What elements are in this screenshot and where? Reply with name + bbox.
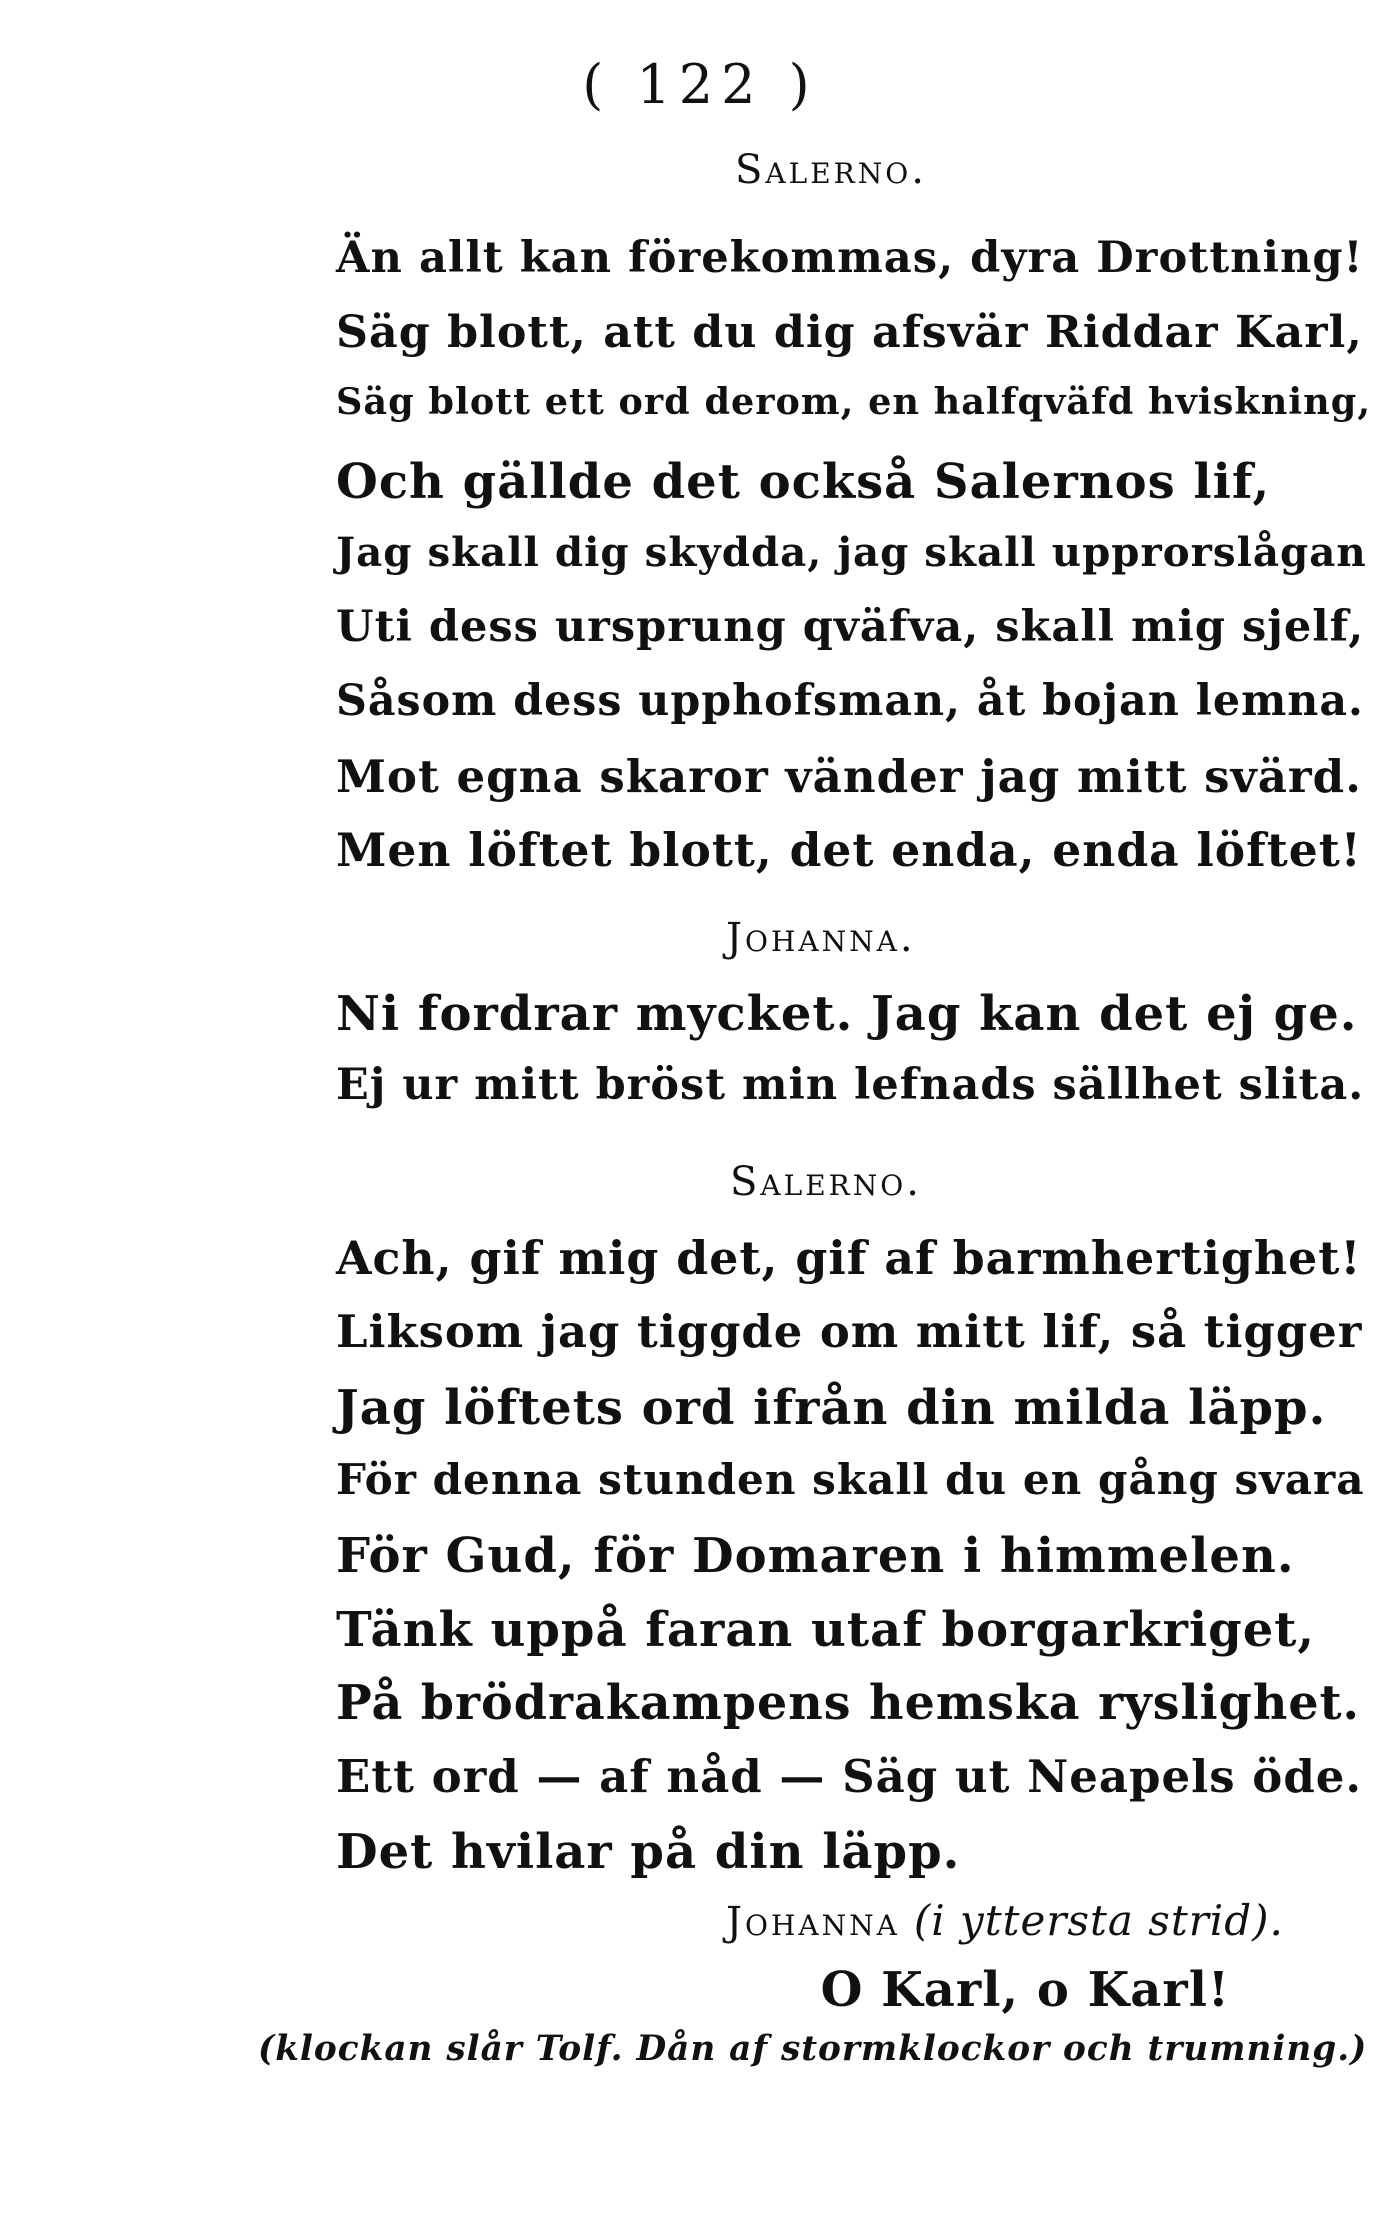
- page-number: ( 122 ): [582, 53, 818, 116]
- verse-line: Men löftet blott, det enda, enda löftet!: [336, 823, 1362, 877]
- verse-line: Säg blott, att du dig afsvär Riddar Karl,: [336, 306, 1363, 358]
- speaker-name: Johanna: [726, 1899, 900, 1945]
- verse-line: Ni fordrar mycket. Jag kan det ej ge.: [336, 986, 1358, 1042]
- verse-line: På brödrakampens hemska ryslighet.: [336, 1675, 1361, 1731]
- verse-line: Såsom dess upphofsman, åt bojan lemna.: [336, 676, 1364, 726]
- verse-line: Det hvilar på din läpp.: [336, 1824, 961, 1880]
- verse-line: För Gud, för Domaren i himmelen.: [336, 1528, 1295, 1584]
- stage-direction: (i yttersta strid).: [913, 1896, 1284, 1945]
- verse-line: Ett ord — af nåd — Säg ut Neapels öde.: [336, 1750, 1363, 1803]
- verse-line: Ach, gif mig det, gif af barmhertighet!: [336, 1231, 1362, 1285]
- verse-line: För denna stunden skall du en gång svara: [336, 1454, 1365, 1504]
- speaker-heading: [726, 1896, 1284, 1945]
- verse-line: Än allt kan förekommas, dyra Drottning!: [336, 232, 1364, 283]
- verse-line: Uti dess ursprung qväfva, skall mig sjelf,: [336, 602, 1365, 652]
- verse-line: Mot egna skaror vänder jag mitt svärd.: [336, 750, 1362, 803]
- speaker-name: Johanna.: [726, 915, 916, 961]
- verse-line: Och gällde det också Salernos lif,: [336, 454, 1271, 510]
- verse-line: Liksom jag tiggde om mitt lif, så tigger: [336, 1305, 1363, 1358]
- verse-line: Tänk uppå faran utaf borgarkriget,: [336, 1602, 1316, 1658]
- speaker-name: Salerno.: [735, 147, 927, 193]
- verse-line: Säg blott ett ord derom, en halfqväfd hviskning,: [336, 380, 1372, 423]
- closing-stage-direction: (klockan slår Tolf. Dån af stormklockor och trumning.): [258, 2029, 1368, 2069]
- verse-line: Ej ur mitt bröst min lefnads sällhet slita.: [336, 1060, 1365, 1110]
- speaker-name: Salerno.: [730, 1159, 922, 1205]
- verse-line: Jag löftets ord ifrån din milda läpp.: [336, 1380, 1327, 1436]
- verse-line: O Karl, o Karl!: [820, 1962, 1230, 2018]
- verse-line: Jag skall dig skydda, jag skall upprorslågan: [336, 528, 1367, 576]
